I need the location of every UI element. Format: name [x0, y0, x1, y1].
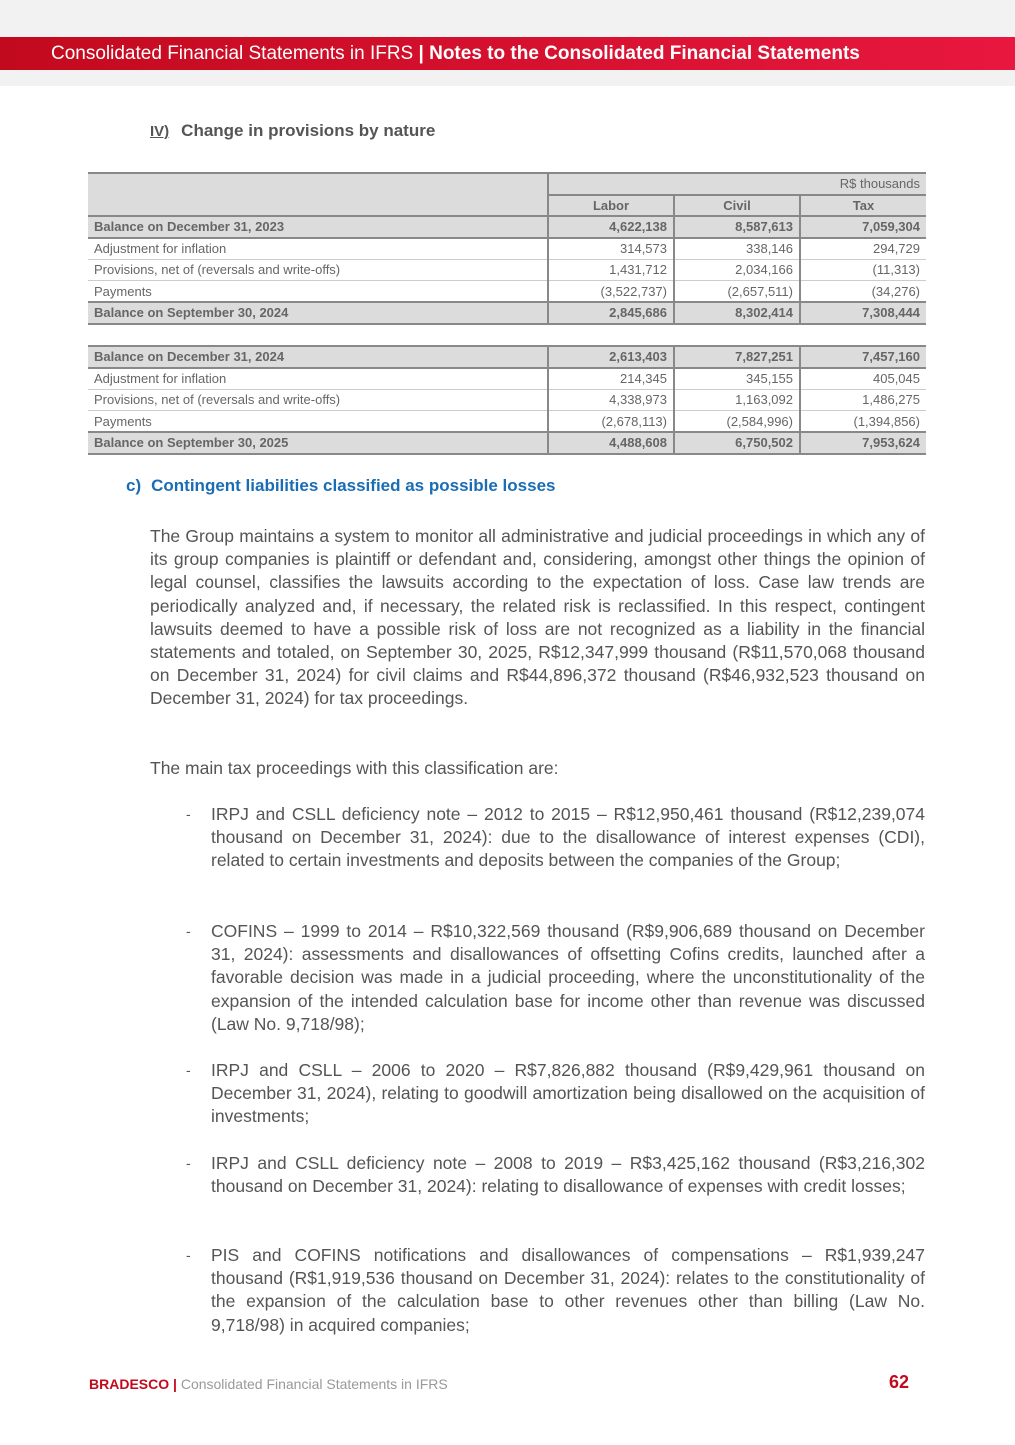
footer-brand: BRADESCO	[89, 1376, 170, 1392]
cell-labor: (3,522,737)	[548, 281, 674, 303]
table-row	[88, 346, 926, 368]
row-label: Provisions, net of (reversals and write-offs)	[88, 389, 548, 411]
section-title: Contingent liabilities classified as possible losses	[151, 476, 556, 495]
cell-civil: (2,584,996)	[674, 411, 800, 433]
cell-labor: 1,431,712	[548, 259, 674, 281]
row-label: Balance on September 30, 2025	[88, 432, 548, 454]
blank-header	[88, 173, 548, 216]
cell-labor: 4,622,138	[548, 216, 674, 238]
cell-civil: 6,750,502	[674, 432, 800, 454]
bullet-text: IRPJ and CSLL – 2006 to 2020 – R$7,826,882 thousand (R$9,429,961 thousand on December 31, 2024), relating to goodwill amortization being disallowed on the acquisition of investments;	[211, 1060, 925, 1127]
table-row	[88, 389, 926, 411]
table-row	[88, 259, 926, 281]
cell-tax: 7,308,444	[800, 302, 926, 324]
bullet-item	[186, 920, 925, 1036]
cell-civil: (2,657,511)	[674, 281, 800, 303]
table-row	[88, 432, 926, 454]
bullet-item	[186, 1059, 925, 1129]
cell-labor: 4,488,608	[548, 432, 674, 454]
cell-tax: 7,953,624	[800, 432, 926, 454]
cell-civil: 345,155	[674, 368, 800, 390]
footer	[89, 1376, 448, 1392]
row-label: Provisions, net of (reversals and write-offs)	[88, 259, 548, 281]
cell-labor: (2,678,113)	[548, 411, 674, 433]
bullet-marker: -	[186, 923, 191, 939]
cell-tax: 294,729	[800, 238, 926, 260]
cell-tax: (11,313)	[800, 259, 926, 281]
subsection-heading	[150, 121, 435, 141]
cell-tax: 7,059,304	[800, 216, 926, 238]
cell-tax: (1,394,856)	[800, 411, 926, 433]
row-label: Balance on December 31, 2023	[88, 216, 548, 238]
header-doc-title: Consolidated Financial Statements in IFRS	[51, 43, 414, 64]
footer-text: Consolidated Financial Statements in IFRS	[180, 1376, 448, 1392]
row-label: Adjustment for inflation	[88, 368, 548, 390]
row-label: Payments	[88, 411, 548, 433]
section-letter: c)	[126, 476, 142, 495]
cell-tax: 1,486,275	[800, 389, 926, 411]
page-number: 62	[889, 1372, 910, 1392]
cell-civil: 8,302,414	[674, 302, 800, 324]
table-row	[88, 238, 926, 260]
col-labor: Labor	[548, 195, 674, 217]
cell-labor: 314,573	[548, 238, 674, 260]
cell-tax: 405,045	[800, 368, 926, 390]
col-tax: Tax	[800, 195, 926, 217]
provisions-table-2024	[88, 172, 926, 325]
bullet-text: COFINS – 1999 to 2014 – R$10,322,569 thousand (R$9,906,689 thousand on December 31, 2024): assessments and disallowances of offsetting Cofins credits, launched after a favorable decision was made in a judicial proceeding, where the unconstitutionality of the expansion of the intended calculation base for income other than revenue was discussed (Law No. 9,718/98);	[211, 921, 925, 1034]
table-row	[88, 216, 926, 238]
bullet-marker: -	[186, 1155, 191, 1171]
cell-civil: 7,827,251	[674, 346, 800, 368]
bullet-item	[186, 1244, 925, 1337]
table-row	[88, 302, 926, 324]
section-heading	[126, 476, 565, 496]
cell-tax: (34,276)	[800, 281, 926, 303]
cell-labor: 4,338,973	[548, 389, 674, 411]
bullet-item	[186, 1152, 925, 1198]
header-separator: |	[413, 43, 430, 64]
cell-civil: 2,034,166	[674, 259, 800, 281]
cell-tax: 7,457,160	[800, 346, 926, 368]
bullet-text: IRPJ and CSLL deficiency note – 2008 to 2019 – R$3,425,162 thousand (R$3,216,302 thousand on December 31, 2024): relating to disallowance of expenses with credit losses;	[211, 1153, 925, 1197]
cell-labor: 214,345	[548, 368, 674, 390]
header-section-title: Notes to the Consolidated Financial Statements	[429, 43, 860, 64]
row-label: Payments	[88, 281, 548, 303]
bullet-marker: -	[186, 1062, 191, 1078]
bullet-marker: -	[186, 806, 191, 822]
bullet-text: PIS and COFINS notifications and disallowances of compensations – R$1,939,247 thousand (R$1,919,536 thousand on December 31, 2024): relates to the constitutionality of the expansion of the calculation base to other revenues other than billing (Law No. 9,718/98) in acquired companies;	[211, 1245, 925, 1335]
row-label: Adjustment for inflation	[88, 238, 548, 260]
bullet-marker: -	[186, 1247, 191, 1263]
paragraph: The main tax proceedings with this classification are:	[150, 758, 559, 778]
col-civil: Civil	[674, 195, 800, 217]
bullet-item	[186, 803, 925, 873]
footer-separator: |	[169, 1376, 181, 1392]
subsection-title: Change in provisions by nature	[181, 121, 436, 140]
paragraph: The Group maintains a system to monitor all administrative and judicial proceedings in which any of its group companies is plaintiff or defendant and, considering, amongst other things the opinion of legal counsel, classifies the lawsuits according to the expectation of loss. Case law trends are periodically analyzed and, if necessary, the related risk is reclassified. In this respect, contingent lawsuits deemed to have a possible risk of loss are not recognized as a liability in the financial statements and totaled, on September 30, 2025, R$12,347,999 thousand (R$11,570,068 thousand on December 31, 2024) for civil claims and R$44,896,372 thousand (R$46,932,523 thousand on December 31, 2024) for tax proceedings.	[150, 526, 925, 709]
table-row	[88, 368, 926, 390]
unit-label: R$ thousands	[548, 173, 926, 195]
row-label: Balance on December 31, 2024	[88, 346, 548, 368]
table-row	[88, 281, 926, 303]
cell-labor: 2,613,403	[548, 346, 674, 368]
cell-labor: 2,845,686	[548, 302, 674, 324]
cell-civil: 8,587,613	[674, 216, 800, 238]
page-header	[0, 37, 1015, 70]
row-label: Balance on September 30, 2024	[88, 302, 548, 324]
subsection-number: IV)	[150, 123, 170, 140]
cell-civil: 338,146	[674, 238, 800, 260]
table-row	[88, 411, 926, 433]
provisions-table-2025	[88, 345, 926, 455]
bullet-text: IRPJ and CSLL deficiency note – 2012 to 2015 – R$12,950,461 thousand (R$12,239,074 thousand on December 31, 2024): due to the disallowance of interest expenses (CDI), related to certain investments and deposits between the companies of the Group;	[211, 804, 925, 871]
cell-civil: 1,163,092	[674, 389, 800, 411]
